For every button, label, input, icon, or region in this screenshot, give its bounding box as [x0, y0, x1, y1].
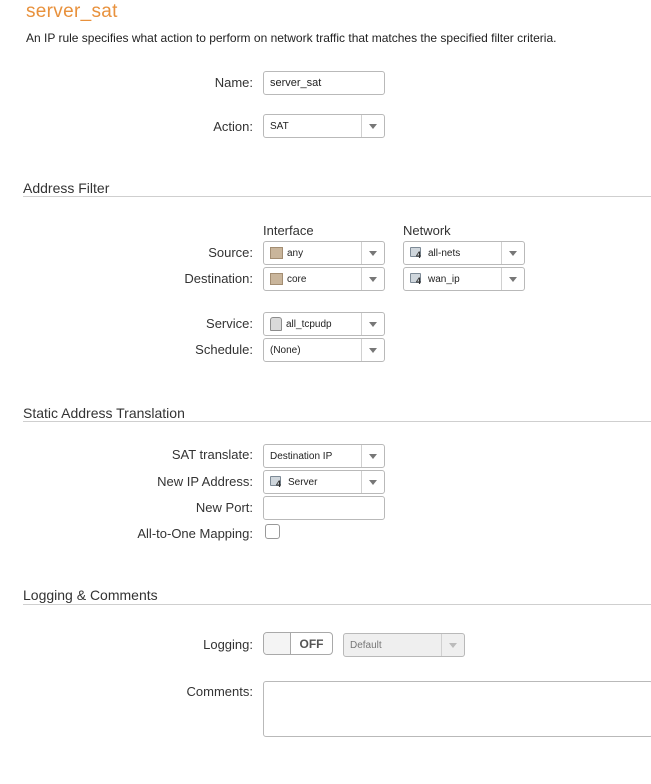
page-title: server_sat — [26, 1, 118, 22]
address-filter-heading: Address Filter — [23, 180, 110, 196]
name-label: Name: — [214, 75, 253, 90]
chevron-down-icon[interactable] — [361, 268, 384, 290]
chevron-down-icon[interactable] — [361, 445, 384, 467]
service-icon — [270, 317, 282, 331]
new-port-input[interactable] — [263, 496, 385, 520]
action-select-value: SAT — [270, 120, 289, 132]
chevron-down-icon[interactable] — [501, 242, 524, 264]
schedule-label: Schedule: — [195, 342, 253, 357]
log-profile-value: Default — [350, 639, 382, 651]
chevron-down-icon — [441, 634, 464, 656]
service-label: Service: — [206, 316, 253, 331]
sat-translate-select[interactable] — [263, 444, 385, 468]
network-column-header: Network — [403, 223, 451, 238]
new-ip-select[interactable] — [263, 470, 385, 494]
sat-translate-label: SAT translate: — [171, 447, 253, 462]
ipv4-network-icon: 4 — [270, 476, 284, 488]
source-network-value: all-nets — [428, 247, 461, 259]
schedule-value: (None) — [270, 344, 301, 356]
sat-translate-value: Destination IP — [270, 450, 333, 462]
service-value: all_tcpudp — [286, 318, 332, 330]
destination-network-value: wan_ip — [428, 273, 460, 285]
toggle-knob[interactable] — [264, 633, 291, 654]
new-ip-value: Server — [288, 476, 318, 488]
new-port-label: New Port: — [195, 500, 253, 515]
source-network-select[interactable] — [403, 241, 525, 265]
service-select[interactable] — [263, 312, 385, 336]
interface-icon — [270, 247, 283, 259]
ipv4-network-icon: 4 — [410, 247, 424, 259]
interface-column-header: Interface — [263, 223, 314, 238]
source-interface-value: any — [287, 247, 304, 259]
chevron-down-icon[interactable] — [361, 115, 384, 137]
action-label: Action: — [213, 119, 253, 134]
chevron-down-icon[interactable] — [501, 268, 524, 290]
destination-interface-select[interactable] — [263, 267, 385, 291]
sat-heading: Static Address Translation — [23, 405, 185, 421]
interface-icon — [270, 273, 283, 285]
schedule-select[interactable] — [263, 338, 385, 362]
chevron-down-icon[interactable] — [361, 242, 384, 264]
log-profile-select — [343, 633, 465, 657]
page-description: An IP rule specifies what action to perform on network traffic that matches the specified filter criteria. — [26, 31, 557, 45]
section-divider — [23, 604, 651, 605]
all-to-one-label: All-to-One Mapping: — [137, 526, 253, 541]
destination-network-select[interactable] — [403, 267, 525, 291]
destination-interface-value: core — [287, 273, 307, 285]
ipv4-network-icon: 4 — [410, 273, 424, 285]
logging-label: Logging: — [203, 637, 253, 652]
chevron-down-icon[interactable] — [361, 471, 384, 493]
action-select[interactable] — [263, 114, 385, 138]
chevron-down-icon[interactable] — [361, 339, 384, 361]
section-divider — [23, 196, 651, 197]
section-divider — [23, 421, 651, 422]
toggle-state: OFF — [299, 636, 324, 651]
new-ip-label: New IP Address: — [157, 474, 253, 489]
source-interface-select[interactable] — [263, 241, 385, 265]
comments-label: Comments: — [186, 684, 253, 699]
destination-label: Destination: — [184, 271, 253, 286]
source-label: Source: — [208, 245, 253, 260]
logging-toggle[interactable] — [263, 632, 333, 655]
logging-heading: Logging & Comments — [23, 587, 158, 603]
name-input[interactable] — [263, 71, 385, 95]
comments-textarea[interactable] — [263, 681, 651, 737]
chevron-down-icon[interactable] — [361, 313, 384, 335]
all-to-one-checkbox[interactable] — [265, 524, 280, 539]
